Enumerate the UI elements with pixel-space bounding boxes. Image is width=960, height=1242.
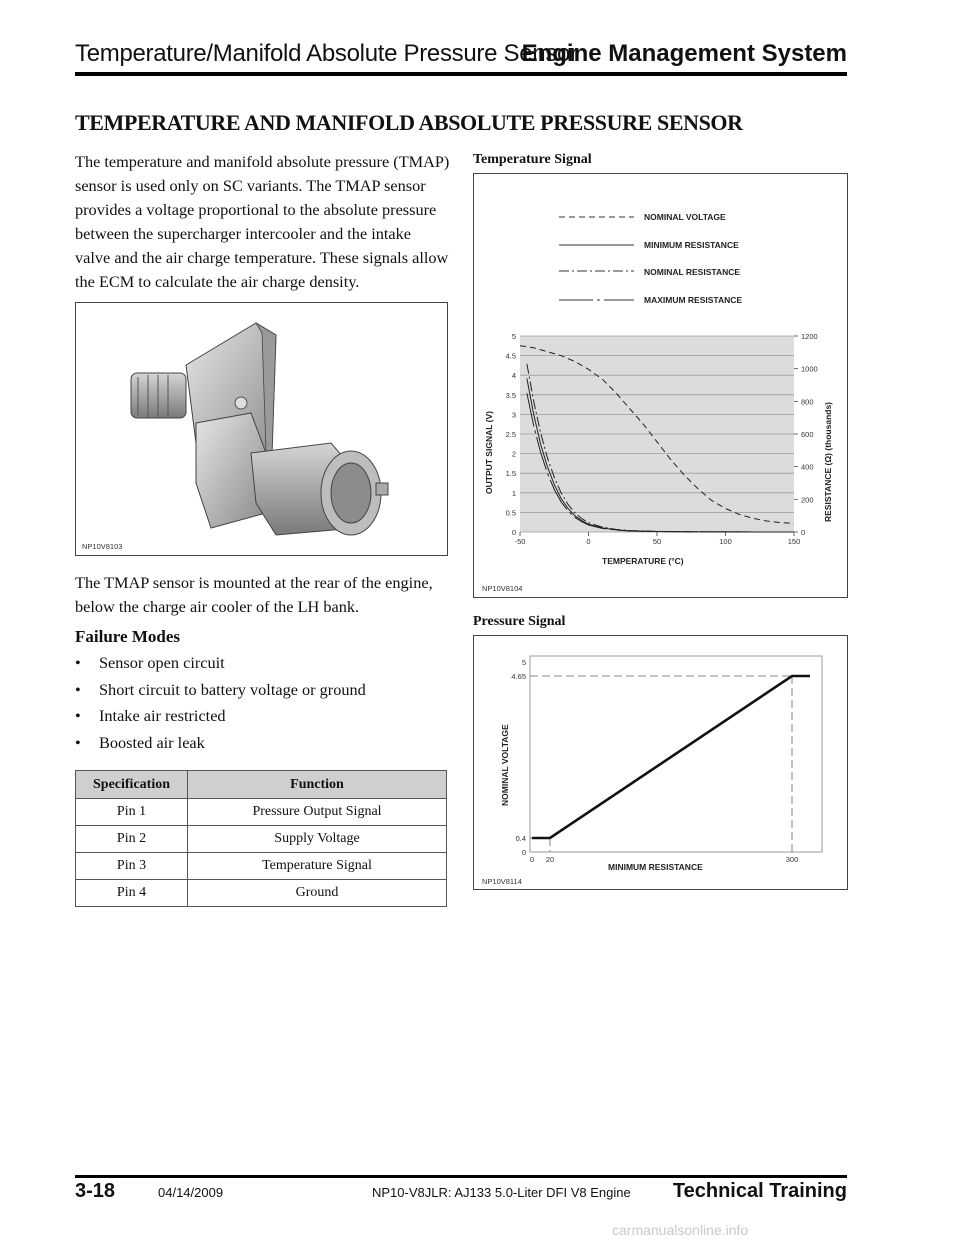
mounting-paragraph: The TMAP sensor is mounted at the rear of the engine, below the charge air cooler of the LH bank. <box>75 573 433 616</box>
list-item: • Boosted air leak <box>75 732 205 752</box>
pressure-chart-frame <box>473 635 848 890</box>
chart-code: NP10V8104 <box>482 584 523 593</box>
y-tick-label-left: 3.5 <box>505 390 516 400</box>
page-number: 3-18 <box>75 1180 116 1202</box>
table-cell: Pin 3 <box>76 853 188 880</box>
y-tick-label-right: 600 <box>801 430 814 439</box>
x-tick-label: 300 <box>785 855 799 864</box>
table-cell: Supply Voltage <box>188 826 447 853</box>
ohm-symbol: Ω <box>823 455 833 463</box>
y-tick-label-left: 4 <box>511 371 516 381</box>
y-axis-label-left: OUTPUT SIGNAL (V) <box>484 411 494 494</box>
table-cell: Temperature Signal <box>188 853 447 880</box>
y-tick-label-left: 2.5 <box>505 430 516 439</box>
y-tick-label-left: 5 <box>511 332 516 341</box>
header-rule <box>75 72 847 76</box>
failure-modes-heading: Failure Modes <box>75 627 180 646</box>
temperature-chart <box>474 174 847 597</box>
table-cell: Pin 1 <box>76 799 188 826</box>
table-row <box>76 799 447 826</box>
tmap-sensor-illustration <box>76 303 447 555</box>
x-tick-label: -50 <box>514 537 526 546</box>
y-tick-label-left: 1 <box>511 488 516 498</box>
pressure-chart-caption: Pressure Signal <box>473 614 566 629</box>
column-header: Specification <box>76 771 188 799</box>
table-cell: Ground <box>188 880 447 907</box>
table-cell: Pin 4 <box>76 880 188 907</box>
y-axis-label-right: RESISTANCE (Ω) (thousands) <box>823 401 833 522</box>
column-header: Function <box>188 771 447 799</box>
y-tick-label-left: 1.5 <box>505 469 516 479</box>
page-title: TEMPERATURE AND MANIFOLD ABSOLUTE PRESSURE SENSOR <box>75 110 743 135</box>
temperature-chart-frame <box>473 173 848 598</box>
y-tick-label-right: 200 <box>801 495 814 505</box>
legend-label: NOMINAL VOLTAGE <box>644 212 726 222</box>
y-tick-label-left: 0.5 <box>505 508 516 518</box>
table-header-row <box>76 771 447 799</box>
table-cell: Pressure Output Signal <box>188 799 447 826</box>
image-code: NP10V8103 <box>82 542 123 551</box>
footer-course: NP10-V8JLR: AJ133 5.0-Liter DFI V8 Engine <box>372 1185 631 1200</box>
y-tick-label-left: 0 <box>511 528 516 537</box>
y-axis-label: NOMINAL VOLTAGE <box>500 724 510 806</box>
legend-label: MINIMUM RESISTANCE <box>644 240 739 250</box>
y-tick-label-right: 400 <box>801 462 814 472</box>
table-cell: Pin 2 <box>76 826 188 853</box>
chart-code: NP10V8114 <box>482 877 522 886</box>
y-tick-label: 4.65 <box>511 672 526 681</box>
table-row <box>76 880 447 907</box>
header-chapter-title: Engine Management System <box>521 40 847 67</box>
y-tick-label: 0 <box>521 848 526 857</box>
legend-label: MAXIMUM RESISTANCE <box>644 295 743 305</box>
list-item: • Short circuit to battery voltage or ground <box>75 679 366 699</box>
x-tick-label: 100 <box>719 537 732 546</box>
pin-spec-table <box>75 770 447 907</box>
table-row <box>76 853 447 880</box>
list-item: • Intake air restricted <box>75 706 226 725</box>
x-tick-label: 0 <box>529 855 535 864</box>
footer-brand: Technical Training <box>672 1180 847 1202</box>
x-tick-label: 0 <box>586 537 591 546</box>
y-tick-label: 0.4 <box>515 834 526 843</box>
y-tick-label: 5 <box>521 658 526 667</box>
x-axis-label: TEMPERATURE (°C) <box>602 556 684 566</box>
y-tick-label-right: 1200 <box>801 332 818 341</box>
watermark: carmanualsonline.info <box>612 1222 749 1238</box>
x-tick-label: 50 <box>652 537 662 546</box>
header-section-title: Temperature/Manifold Absolute Pressure Sensor <box>75 40 578 67</box>
pressure-chart <box>474 636 847 889</box>
x-tick-label: 20 <box>545 855 555 864</box>
x-axis-label: MINIMUM RESISTANCE <box>608 862 703 872</box>
chart-legend <box>559 212 742 305</box>
footer-date: 04/14/2009 <box>158 1185 224 1200</box>
failure-modes-list <box>75 650 366 756</box>
footer-rule <box>75 1175 847 1178</box>
y-tick-label-left: 2 <box>511 449 516 459</box>
x-tick-label: 150 <box>787 537 801 546</box>
y-tick-label-left: 4.5 <box>505 351 516 361</box>
sensor-image-frame <box>75 302 448 556</box>
list-item: • Sensor open circuit <box>75 653 225 672</box>
y-tick-label-right: 1000 <box>801 364 818 374</box>
legend-label: NOMINAL RESISTANCE <box>644 267 741 277</box>
y-tick-label-right: 800 <box>801 397 814 407</box>
intro-paragraph: The temperature and manifold absolute pressure (TMAP) sensor is used only on SC variants. The TMAP sensor provides a voltage proportional to the absolute pressure between the supercharger intercooler and the intake valve and the air charge temperature. These signals allow the ECM to calculate the air charge density. <box>75 152 450 291</box>
temperature-chart-caption: Temperature Signal <box>473 152 592 167</box>
table-row <box>76 826 447 853</box>
y-tick-label-right: 0 <box>801 528 806 537</box>
y-tick-label-left: 3 <box>511 410 516 420</box>
